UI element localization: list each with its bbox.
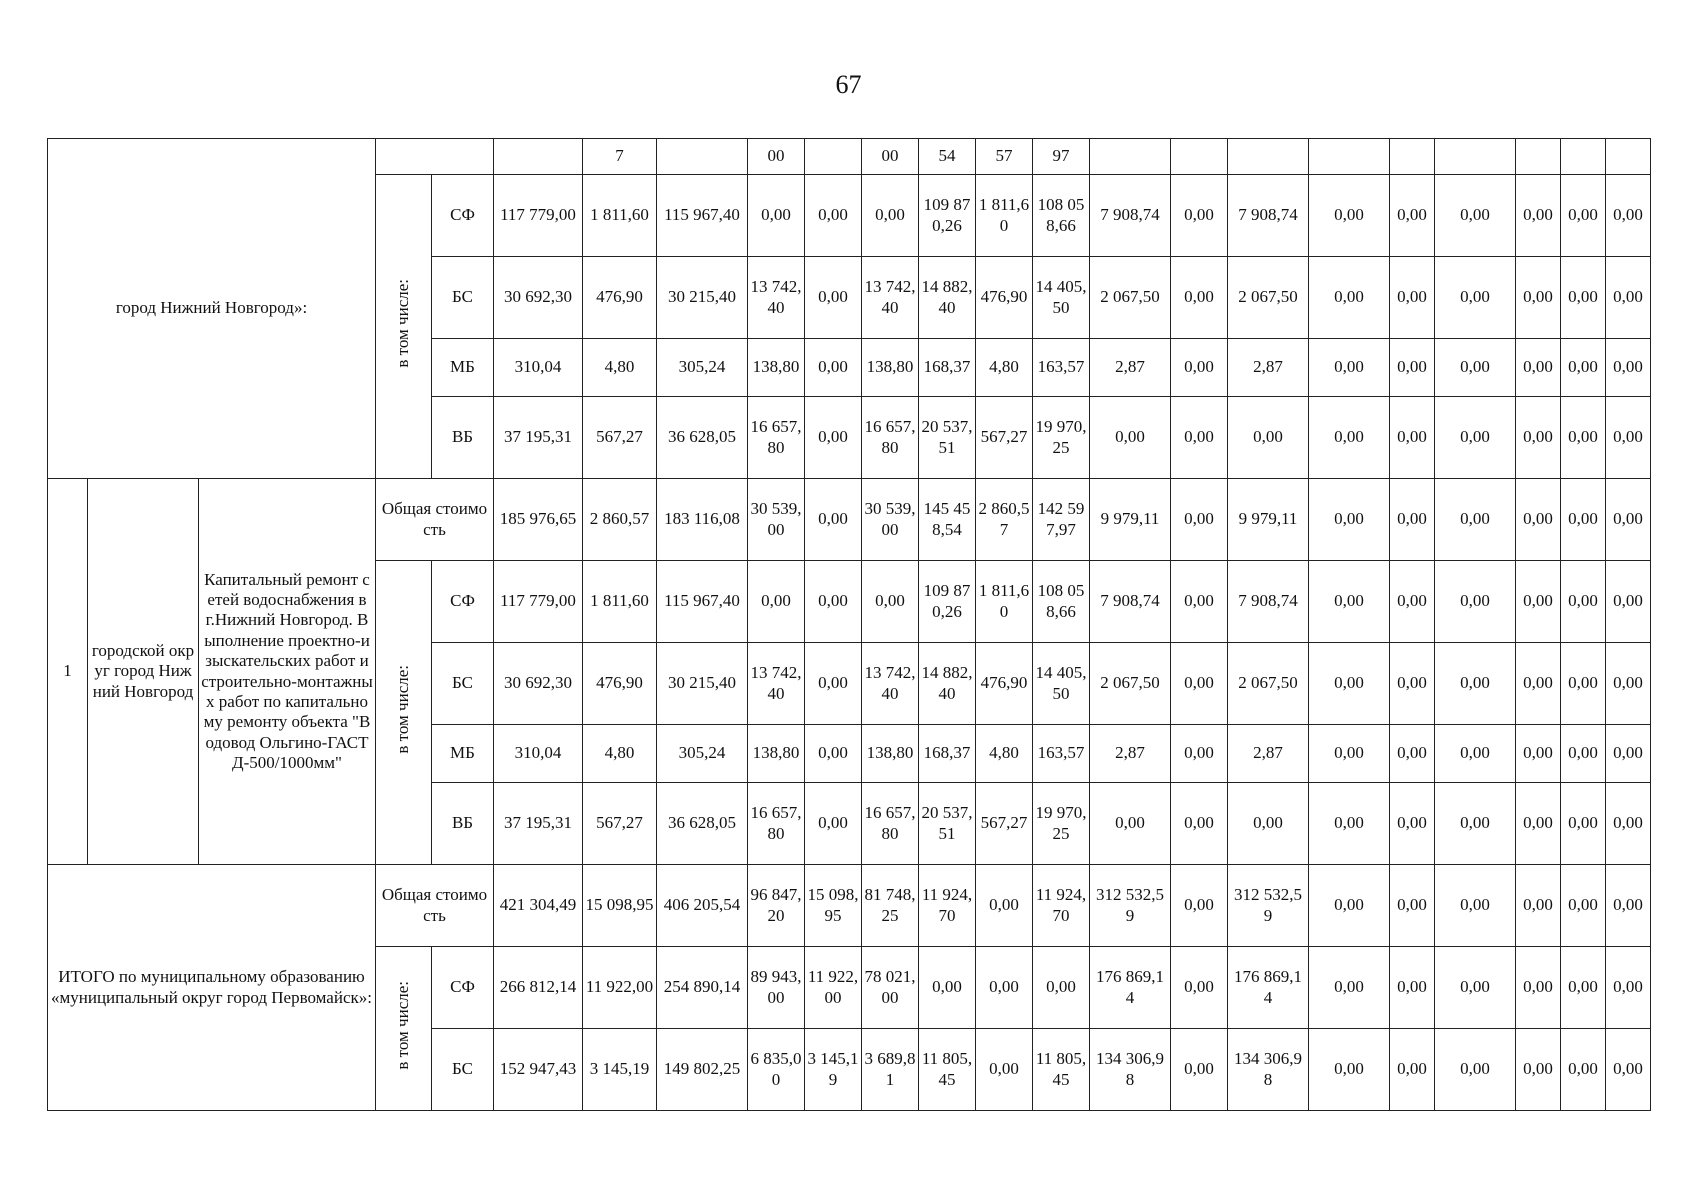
value-cell: 0,00 — [1435, 725, 1516, 783]
value-cell: 117 779,00 — [494, 561, 583, 643]
value-cell: 16 657,80 — [748, 783, 805, 865]
value-cell: 11 922,00 — [583, 947, 657, 1029]
value-cell: 0,00 — [1435, 175, 1516, 257]
value-cell: 163,57 — [1033, 725, 1090, 783]
value-cell: 0,00 — [1516, 257, 1561, 339]
value-cell: 115 967,40 — [657, 175, 748, 257]
value-cell: 11 924,70 — [919, 865, 976, 947]
value-cell: 0,00 — [805, 783, 862, 865]
table-row — [48, 865, 1651, 947]
value-cell: 3 689,81 — [862, 1029, 919, 1111]
value-cell: 2,87 — [1090, 725, 1171, 783]
value-cell: 7 908,74 — [1228, 175, 1309, 257]
section-label: город Нижний Новгород»: — [48, 139, 376, 479]
value-cell: 20 537,51 — [919, 783, 976, 865]
value-cell: 0,00 — [1516, 339, 1561, 397]
table-row — [48, 479, 1651, 561]
value-cell: 0,00 — [1171, 479, 1228, 561]
value-cell: 14 882,40 — [919, 257, 976, 339]
value-cell: 00 — [862, 139, 919, 175]
value-cell: 109 870,26 — [919, 561, 976, 643]
value-cell: 96 847,20 — [748, 865, 805, 947]
value-cell: 11 924,70 — [1033, 865, 1090, 947]
value-cell: 0,00 — [1390, 725, 1435, 783]
value-cell: 0,00 — [1561, 561, 1606, 643]
value-cell: 97 — [1033, 139, 1090, 175]
value-cell: 0,00 — [1516, 865, 1561, 947]
value-cell: 138,80 — [862, 339, 919, 397]
value-cell: 37 195,31 — [494, 783, 583, 865]
value-cell: 163,57 — [1033, 339, 1090, 397]
value-cell: 0,00 — [1171, 257, 1228, 339]
source-cell: МБ — [432, 339, 494, 397]
value-cell: 1 811,60 — [583, 175, 657, 257]
value-cell: 0,00 — [1561, 643, 1606, 725]
value-cell: 0,00 — [748, 561, 805, 643]
value-cell: 4,80 — [976, 339, 1033, 397]
value-cell: 0,00 — [805, 643, 862, 725]
value-cell: 0,00 — [1606, 175, 1651, 257]
value-cell: 0,00 — [1390, 397, 1435, 479]
value-cell: 142 597,97 — [1033, 479, 1090, 561]
value-cell: 6 835,00 — [748, 1029, 805, 1111]
value-cell: 0,00 — [805, 725, 862, 783]
value-cell: 0,00 — [1171, 947, 1228, 1029]
value-cell: 0,00 — [1606, 643, 1651, 725]
value-cell — [1309, 139, 1390, 175]
value-cell: 7 908,74 — [1090, 175, 1171, 257]
value-cell: 30 539,00 — [748, 479, 805, 561]
value-cell: 16 657,80 — [748, 397, 805, 479]
value-cell: 9 979,11 — [1090, 479, 1171, 561]
value-cell: 1 811,60 — [976, 561, 1033, 643]
value-cell: 305,24 — [657, 339, 748, 397]
value-cell: 0,00 — [1309, 479, 1390, 561]
value-cell: 30 215,40 — [657, 257, 748, 339]
value-cell: 567,27 — [583, 397, 657, 479]
value-cell: 0,00 — [1390, 947, 1435, 1029]
value-cell: 0,00 — [1516, 175, 1561, 257]
value-cell: 0,00 — [1171, 643, 1228, 725]
value-cell: 0,00 — [919, 947, 976, 1029]
project-description: Капитальный ремонт сетей водоснабжения в г.Нижний Новгород. Выполнение проектно-изыскательских работ и строительно-монтажных работ по капитальному ремонту объекта "Водовод Ольгино-ГАСТ Д-500/1000мм" — [199, 479, 376, 865]
value-cell: 0,00 — [1516, 479, 1561, 561]
value-cell: 1 811,60 — [976, 175, 1033, 257]
value-cell: 13 742,40 — [862, 643, 919, 725]
value-cell — [1090, 139, 1171, 175]
value-cell: 0,00 — [1309, 643, 1390, 725]
value-cell: 0,00 — [1435, 783, 1516, 865]
value-cell: 0,00 — [1561, 783, 1606, 865]
value-cell: 2,87 — [1228, 725, 1309, 783]
value-cell: 0,00 — [1606, 725, 1651, 783]
value-cell: 0,00 — [805, 175, 862, 257]
value-cell — [1516, 139, 1561, 175]
value-cell: 15 098,95 — [805, 865, 862, 947]
value-cell: 1 811,60 — [583, 561, 657, 643]
value-cell: 0,00 — [1561, 175, 1606, 257]
value-cell: 0,00 — [1390, 783, 1435, 865]
value-cell: 0,00 — [1309, 1029, 1390, 1111]
value-cell: 0,00 — [976, 865, 1033, 947]
value-cell: 0,00 — [1561, 479, 1606, 561]
value-cell: 11 922,00 — [805, 947, 862, 1029]
value-cell: 476,90 — [976, 257, 1033, 339]
value-cell: 134 306,98 — [1090, 1029, 1171, 1111]
value-cell: 0,00 — [1309, 561, 1390, 643]
value-cell: 0,00 — [1435, 339, 1516, 397]
value-cell: 36 628,05 — [657, 783, 748, 865]
value-cell: 0,00 — [748, 175, 805, 257]
value-cell: 168,37 — [919, 339, 976, 397]
value-cell: 0,00 — [1171, 865, 1228, 947]
municipality-name: городской округ город Нижний Новгород — [88, 479, 199, 865]
value-cell: 183 116,08 — [657, 479, 748, 561]
value-cell: 310,04 — [494, 725, 583, 783]
value-cell: 0,00 — [1228, 397, 1309, 479]
value-cell: 2 067,50 — [1228, 643, 1309, 725]
value-cell: 0,00 — [1390, 175, 1435, 257]
value-cell: 0,00 — [805, 479, 862, 561]
in-that-number-label — [376, 947, 432, 1111]
value-cell: 0,00 — [1561, 725, 1606, 783]
source-cell: ВБ — [432, 783, 494, 865]
value-cell: 108 058,66 — [1033, 175, 1090, 257]
value-cell: 0,00 — [1561, 397, 1606, 479]
value-cell: 4,80 — [976, 725, 1033, 783]
value-cell: 305,24 — [657, 725, 748, 783]
value-cell: 0,00 — [1309, 725, 1390, 783]
project-number: 1 — [48, 479, 88, 865]
value-cell: 78 021,00 — [862, 947, 919, 1029]
value-cell: 2 067,50 — [1090, 643, 1171, 725]
value-cell: 0,00 — [1606, 397, 1651, 479]
value-cell: 0,00 — [1561, 947, 1606, 1029]
value-cell: 0,00 — [1561, 257, 1606, 339]
value-cell: 0,00 — [1309, 257, 1390, 339]
value-cell: 14 405,50 — [1033, 643, 1090, 725]
value-cell: 0,00 — [1171, 1029, 1228, 1111]
value-cell: 0,00 — [1090, 397, 1171, 479]
value-cell: 30 539,00 — [862, 479, 919, 561]
in-that-number-label — [376, 561, 432, 865]
value-cell: 567,27 — [976, 397, 1033, 479]
value-cell — [1171, 139, 1228, 175]
value-cell — [1435, 139, 1516, 175]
value-cell: 0,00 — [805, 339, 862, 397]
value-cell: 89 943,00 — [748, 947, 805, 1029]
in-that-number-text: в том числе: — [393, 981, 413, 1071]
value-cell: 19 970,25 — [1033, 783, 1090, 865]
value-cell: 30 692,30 — [494, 643, 583, 725]
value-cell: 30 692,30 — [494, 257, 583, 339]
value-cell: 0,00 — [1309, 339, 1390, 397]
value-cell: 0,00 — [1435, 561, 1516, 643]
value-cell: 115 967,40 — [657, 561, 748, 643]
value-cell: 134 306,98 — [1228, 1029, 1309, 1111]
value-cell: 16 657,80 — [862, 397, 919, 479]
value-cell: 0,00 — [976, 1029, 1033, 1111]
total-cost-label: Общая стоимость — [376, 865, 494, 947]
value-cell — [657, 139, 748, 175]
value-cell: 11 805,45 — [1033, 1029, 1090, 1111]
value-cell: 0,00 — [1228, 783, 1309, 865]
value-cell: 0,00 — [1435, 947, 1516, 1029]
value-cell: 0,00 — [1516, 725, 1561, 783]
value-cell: 0,00 — [1309, 947, 1390, 1029]
empty-cell — [376, 139, 494, 175]
value-cell — [1606, 139, 1651, 175]
value-cell: 0,00 — [1606, 339, 1651, 397]
in-that-number-text: в том числе: — [393, 665, 413, 755]
value-cell: 406 205,54 — [657, 865, 748, 947]
value-cell: 117 779,00 — [494, 175, 583, 257]
value-cell: 9 979,11 — [1228, 479, 1309, 561]
value-cell: 185 976,65 — [494, 479, 583, 561]
value-cell: 13 742,40 — [862, 257, 919, 339]
value-cell: 37 195,31 — [494, 397, 583, 479]
value-cell: 176 869,14 — [1228, 947, 1309, 1029]
value-cell: 19 970,25 — [1033, 397, 1090, 479]
value-cell: 0,00 — [1435, 397, 1516, 479]
value-cell: 108 058,66 — [1033, 561, 1090, 643]
itogo-label: ИТОГО по муниципальному образованию «муниципальный округ город Первомайск»: — [48, 865, 376, 1111]
value-cell: 476,90 — [583, 257, 657, 339]
value-cell: 254 890,14 — [657, 947, 748, 1029]
value-cell: 4,80 — [583, 725, 657, 783]
source-cell: БС — [432, 257, 494, 339]
value-cell: 421 304,49 — [494, 865, 583, 947]
value-cell: 0,00 — [1435, 1029, 1516, 1111]
value-cell: 0,00 — [1390, 479, 1435, 561]
value-cell: 567,27 — [976, 783, 1033, 865]
value-cell: 00 — [748, 139, 805, 175]
source-cell: СФ — [432, 175, 494, 257]
value-cell: 0,00 — [1390, 561, 1435, 643]
page-number: 67 — [835, 70, 862, 99]
value-cell: 0,00 — [1435, 643, 1516, 725]
value-cell: 149 802,25 — [657, 1029, 748, 1111]
value-cell: 0,00 — [1090, 783, 1171, 865]
source-cell: БС — [432, 1029, 494, 1111]
value-cell: 0,00 — [1171, 561, 1228, 643]
value-cell — [805, 139, 862, 175]
value-cell: 567,27 — [583, 783, 657, 865]
value-cell: 266 812,14 — [494, 947, 583, 1029]
value-cell: 81 748,25 — [862, 865, 919, 947]
value-cell: 0,00 — [1390, 257, 1435, 339]
value-cell: 138,80 — [862, 725, 919, 783]
value-cell: 0,00 — [1171, 397, 1228, 479]
budget-table — [47, 138, 1651, 1111]
value-cell: 13 742,40 — [748, 257, 805, 339]
value-cell: 0,00 — [1516, 643, 1561, 725]
value-cell: 0,00 — [805, 397, 862, 479]
value-cell: 476,90 — [976, 643, 1033, 725]
value-cell: 14 882,40 — [919, 643, 976, 725]
table-row — [48, 139, 1651, 175]
value-cell: 0,00 — [1171, 339, 1228, 397]
value-cell: 0,00 — [1435, 865, 1516, 947]
value-cell: 0,00 — [1606, 783, 1651, 865]
total-cost-label: Общая стоимость — [376, 479, 494, 561]
value-cell: 0,00 — [1606, 479, 1651, 561]
value-cell: 7 908,74 — [1228, 561, 1309, 643]
value-cell: 0,00 — [1606, 561, 1651, 643]
value-cell — [494, 139, 583, 175]
value-cell: 0,00 — [1309, 783, 1390, 865]
value-cell: 0,00 — [1390, 1029, 1435, 1111]
value-cell: 7 908,74 — [1090, 561, 1171, 643]
value-cell: 54 — [919, 139, 976, 175]
value-cell: 145 458,54 — [919, 479, 976, 561]
value-cell: 0,00 — [1561, 865, 1606, 947]
source-cell: СФ — [432, 561, 494, 643]
value-cell: 2 860,57 — [976, 479, 1033, 561]
value-cell: 0,00 — [805, 561, 862, 643]
value-cell: 0,00 — [1516, 1029, 1561, 1111]
value-cell: 3 145,19 — [583, 1029, 657, 1111]
source-cell: СФ — [432, 947, 494, 1029]
value-cell: 13 742,40 — [748, 643, 805, 725]
value-cell: 312 532,59 — [1090, 865, 1171, 947]
value-cell: 15 098,95 — [583, 865, 657, 947]
value-cell: 0,00 — [1561, 339, 1606, 397]
value-cell: 0,00 — [805, 257, 862, 339]
table-body — [48, 139, 1651, 1111]
value-cell: 3 145,19 — [805, 1029, 862, 1111]
source-cell: МБ — [432, 725, 494, 783]
value-cell: 0,00 — [1309, 397, 1390, 479]
value-cell: 109 870,26 — [919, 175, 976, 257]
value-cell: 57 — [976, 139, 1033, 175]
in-that-number-text: в том числе: — [393, 279, 413, 369]
value-cell: 2 067,50 — [1090, 257, 1171, 339]
value-cell: 0,00 — [1033, 947, 1090, 1029]
source-cell: ВБ — [432, 397, 494, 479]
value-cell: 0,00 — [976, 947, 1033, 1029]
value-cell — [1390, 139, 1435, 175]
value-cell: 2 067,50 — [1228, 257, 1309, 339]
value-cell: 0,00 — [1516, 397, 1561, 479]
value-cell: 0,00 — [1516, 947, 1561, 1029]
value-cell: 14 405,50 — [1033, 257, 1090, 339]
value-cell: 0,00 — [1171, 175, 1228, 257]
in-that-number-label — [376, 175, 432, 479]
value-cell: 2 860,57 — [583, 479, 657, 561]
value-cell: 36 628,05 — [657, 397, 748, 479]
value-cell: 11 805,45 — [919, 1029, 976, 1111]
value-cell: 0,00 — [1435, 257, 1516, 339]
value-cell: 0,00 — [1516, 783, 1561, 865]
value-cell: 0,00 — [1606, 1029, 1651, 1111]
value-cell: 7 — [583, 139, 657, 175]
value-cell: 152 947,43 — [494, 1029, 583, 1111]
value-cell: 0,00 — [1390, 865, 1435, 947]
value-cell: 0,00 — [862, 561, 919, 643]
value-cell — [1561, 139, 1606, 175]
value-cell — [1228, 139, 1309, 175]
value-cell: 30 215,40 — [657, 643, 748, 725]
value-cell: 176 869,14 — [1090, 947, 1171, 1029]
value-cell: 168,37 — [919, 725, 976, 783]
value-cell: 0,00 — [1606, 257, 1651, 339]
value-cell: 310,04 — [494, 339, 583, 397]
value-cell: 2,87 — [1090, 339, 1171, 397]
value-cell: 4,80 — [583, 339, 657, 397]
value-cell: 0,00 — [862, 175, 919, 257]
value-cell: 0,00 — [1390, 643, 1435, 725]
value-cell: 0,00 — [1606, 865, 1651, 947]
value-cell: 20 537,51 — [919, 397, 976, 479]
value-cell: 0,00 — [1171, 725, 1228, 783]
value-cell: 0,00 — [1561, 1029, 1606, 1111]
value-cell: 312 532,59 — [1228, 865, 1309, 947]
value-cell: 138,80 — [748, 339, 805, 397]
value-cell: 138,80 — [748, 725, 805, 783]
value-cell: 0,00 — [1516, 561, 1561, 643]
value-cell: 0,00 — [1171, 783, 1228, 865]
source-cell: БС — [432, 643, 494, 725]
value-cell: 0,00 — [1309, 175, 1390, 257]
value-cell: 0,00 — [1309, 865, 1390, 947]
value-cell: 2,87 — [1228, 339, 1309, 397]
value-cell: 0,00 — [1390, 339, 1435, 397]
value-cell: 476,90 — [583, 643, 657, 725]
value-cell: 0,00 — [1435, 479, 1516, 561]
value-cell: 0,00 — [1606, 947, 1651, 1029]
value-cell: 16 657,80 — [862, 783, 919, 865]
